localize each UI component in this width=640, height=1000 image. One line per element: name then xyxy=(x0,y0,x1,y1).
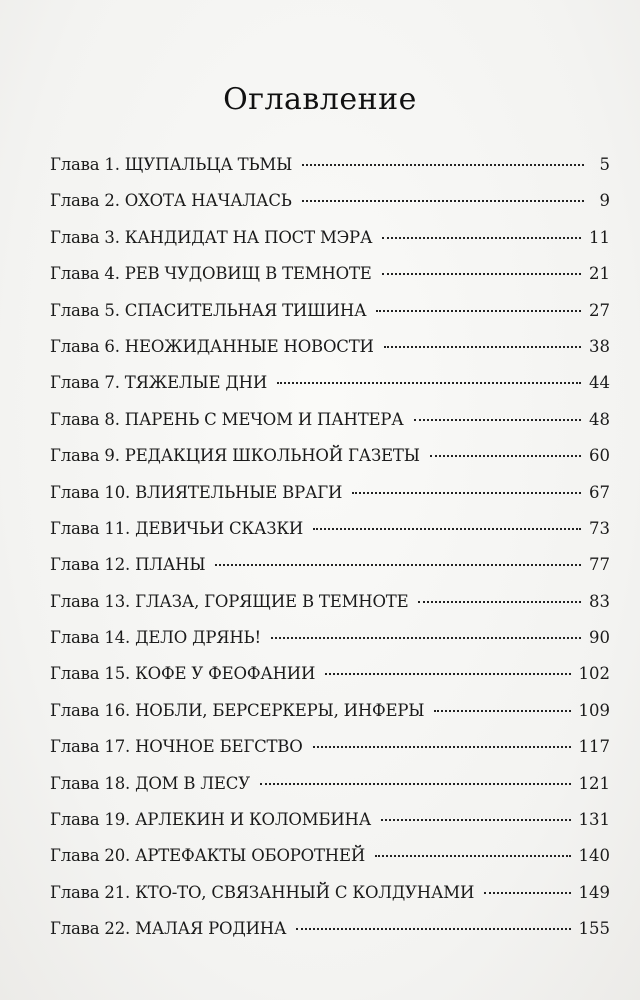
toc-entry-label: Глава 17. НОЧНОЕ БЕГСТВО xyxy=(50,737,303,757)
toc-entry-page-number: 21 xyxy=(589,264,610,284)
toc-entry-page-number: 27 xyxy=(589,300,610,320)
toc-entry-page-number: 60 xyxy=(589,446,610,466)
toc-entry xyxy=(50,191,610,227)
dot-leader xyxy=(277,382,581,384)
dot-leader xyxy=(376,310,581,312)
toc-entry-label: Глава 22. МАЛАЯ РОДИНА xyxy=(50,919,287,939)
toc-entry-label: Глава 21. КТО-ТО, СВЯЗАННЫЙ С КОЛДУНАМИ xyxy=(50,882,475,902)
toc-entry xyxy=(50,737,610,773)
dot-leader xyxy=(418,601,581,603)
toc-entry-page-number: 90 xyxy=(589,628,610,648)
toc-entry xyxy=(50,883,610,919)
toc-entry xyxy=(50,810,610,846)
toc-entry-page-number: 155 xyxy=(578,919,610,939)
toc-entry-page-number: 38 xyxy=(589,336,610,356)
toc-entry-page-number: 11 xyxy=(589,227,610,247)
toc-entry xyxy=(50,555,610,591)
toc-entry-page-number: 67 xyxy=(589,482,610,502)
dot-leader xyxy=(384,346,581,348)
table-of-contents xyxy=(50,155,610,956)
toc-entry-label: Глава 19. АРЛЕКИН И КОЛОМБИНА xyxy=(50,810,372,830)
dot-leader xyxy=(430,455,581,457)
dot-leader xyxy=(296,928,570,930)
dot-leader xyxy=(381,819,570,821)
toc-entry-label: Глава 11. ДЕВИЧЬИ СКАЗКИ xyxy=(50,518,304,538)
toc-entry-label: Глава 10. ВЛИЯТЕЛЬНЫЕ ВРАГИ xyxy=(50,482,343,502)
toc-entry xyxy=(50,264,610,300)
dot-leader xyxy=(313,746,571,748)
dot-leader xyxy=(215,564,581,566)
toc-entry-label: Глава 5. СПАСИТЕЛЬНАЯ ТИШИНА xyxy=(50,300,367,320)
toc-entry xyxy=(50,373,610,409)
toc-entry xyxy=(50,919,610,955)
toc-entry-label: Глава 15. КОФЕ У ФЕОФАНИИ xyxy=(50,664,316,684)
toc-entry-page-number: 131 xyxy=(578,810,610,830)
toc-entry xyxy=(50,701,610,737)
toc-entry-page-number: 83 xyxy=(589,591,610,611)
dot-leader xyxy=(484,892,570,894)
toc-entry-label: Глава 8. ПАРЕНЬ С МЕЧОМ И ПАНТЕРА xyxy=(50,409,404,429)
dot-leader xyxy=(325,673,570,675)
toc-entry xyxy=(50,628,610,664)
toc-entry xyxy=(50,228,610,264)
toc-entry xyxy=(50,774,610,810)
dot-leader xyxy=(414,419,581,421)
toc-entry-label: Глава 18. ДОМ В ЛЕСУ xyxy=(50,773,250,793)
toc-entry-page-number: 109 xyxy=(578,700,610,720)
page-title: Оглавление xyxy=(223,82,417,118)
toc-entry-label: Глава 12. ПЛАНЫ xyxy=(50,555,206,575)
toc-entry-page-number: 73 xyxy=(589,518,610,538)
dot-leader xyxy=(271,637,581,639)
toc-entry-label: Глава 2. ОХОТА НАЧАЛАСЬ xyxy=(50,191,292,211)
toc-entry xyxy=(50,846,610,882)
toc-entry-page-number: 9 xyxy=(599,191,610,211)
toc-entry-label: Глава 9. РЕДАКЦИЯ ШКОЛЬНОЙ ГАЗЕТЫ xyxy=(50,446,420,466)
dot-leader xyxy=(313,528,581,530)
toc-entry-label: Глава 14. ДЕЛО ДРЯНЬ! xyxy=(50,628,261,648)
toc-entry-page-number: 102 xyxy=(578,664,610,684)
dot-leader xyxy=(382,237,581,239)
dot-leader xyxy=(260,783,571,785)
toc-entry-page-number: 149 xyxy=(578,882,610,902)
toc-entry-label: Глава 4. РЕВ ЧУДОВИЩ В ТЕМНОТЕ xyxy=(50,264,372,284)
toc-entry-label: Глава 13. ГЛАЗА, ГОРЯЩИЕ В ТЕМНОТЕ xyxy=(50,591,409,611)
toc-entry-label: Глава 7. ТЯЖЕЛЫЕ ДНИ xyxy=(50,373,268,393)
toc-entry xyxy=(50,155,610,191)
dot-leader xyxy=(375,855,570,857)
toc-entry xyxy=(50,301,610,337)
toc-entry-label: Глава 20. АРТЕФАКТЫ ОБОРОТНЕЙ xyxy=(50,846,366,866)
toc-entry-page-number: 117 xyxy=(578,737,610,757)
toc-entry-label: Глава 1. ЩУПАЛЬЦА ТЬМЫ xyxy=(50,155,293,174)
dot-leader xyxy=(352,492,581,494)
toc-entry-page-number: 121 xyxy=(578,773,610,793)
dot-leader xyxy=(434,710,570,712)
toc-entry-page-number: 5 xyxy=(599,155,610,174)
toc-entry-label: Глава 16. НОБЛИ, БЕРСЕРКЕРЫ, ИНФЕРЫ xyxy=(50,700,425,720)
dot-leader xyxy=(382,273,581,275)
toc-entry xyxy=(50,337,610,373)
toc-entry xyxy=(50,410,610,446)
toc-entry xyxy=(50,592,610,628)
toc-entry-page-number: 44 xyxy=(589,373,610,393)
toc-entry-page-number: 77 xyxy=(589,555,610,575)
toc-entry-page-number: 140 xyxy=(578,846,610,866)
toc-entry xyxy=(50,483,610,519)
dot-leader xyxy=(302,200,584,202)
toc-entry xyxy=(50,519,610,555)
toc-entry-label: Глава 3. КАНДИДАТ НА ПОСТ МЭРА xyxy=(50,227,373,247)
toc-entry-page-number: 48 xyxy=(589,409,610,429)
dot-leader xyxy=(302,164,584,166)
toc-entry xyxy=(50,664,610,700)
toc-entry xyxy=(50,446,610,482)
toc-entry-label: Глава 6. НЕОЖИДАННЫЕ НОВОСТИ xyxy=(50,336,374,356)
